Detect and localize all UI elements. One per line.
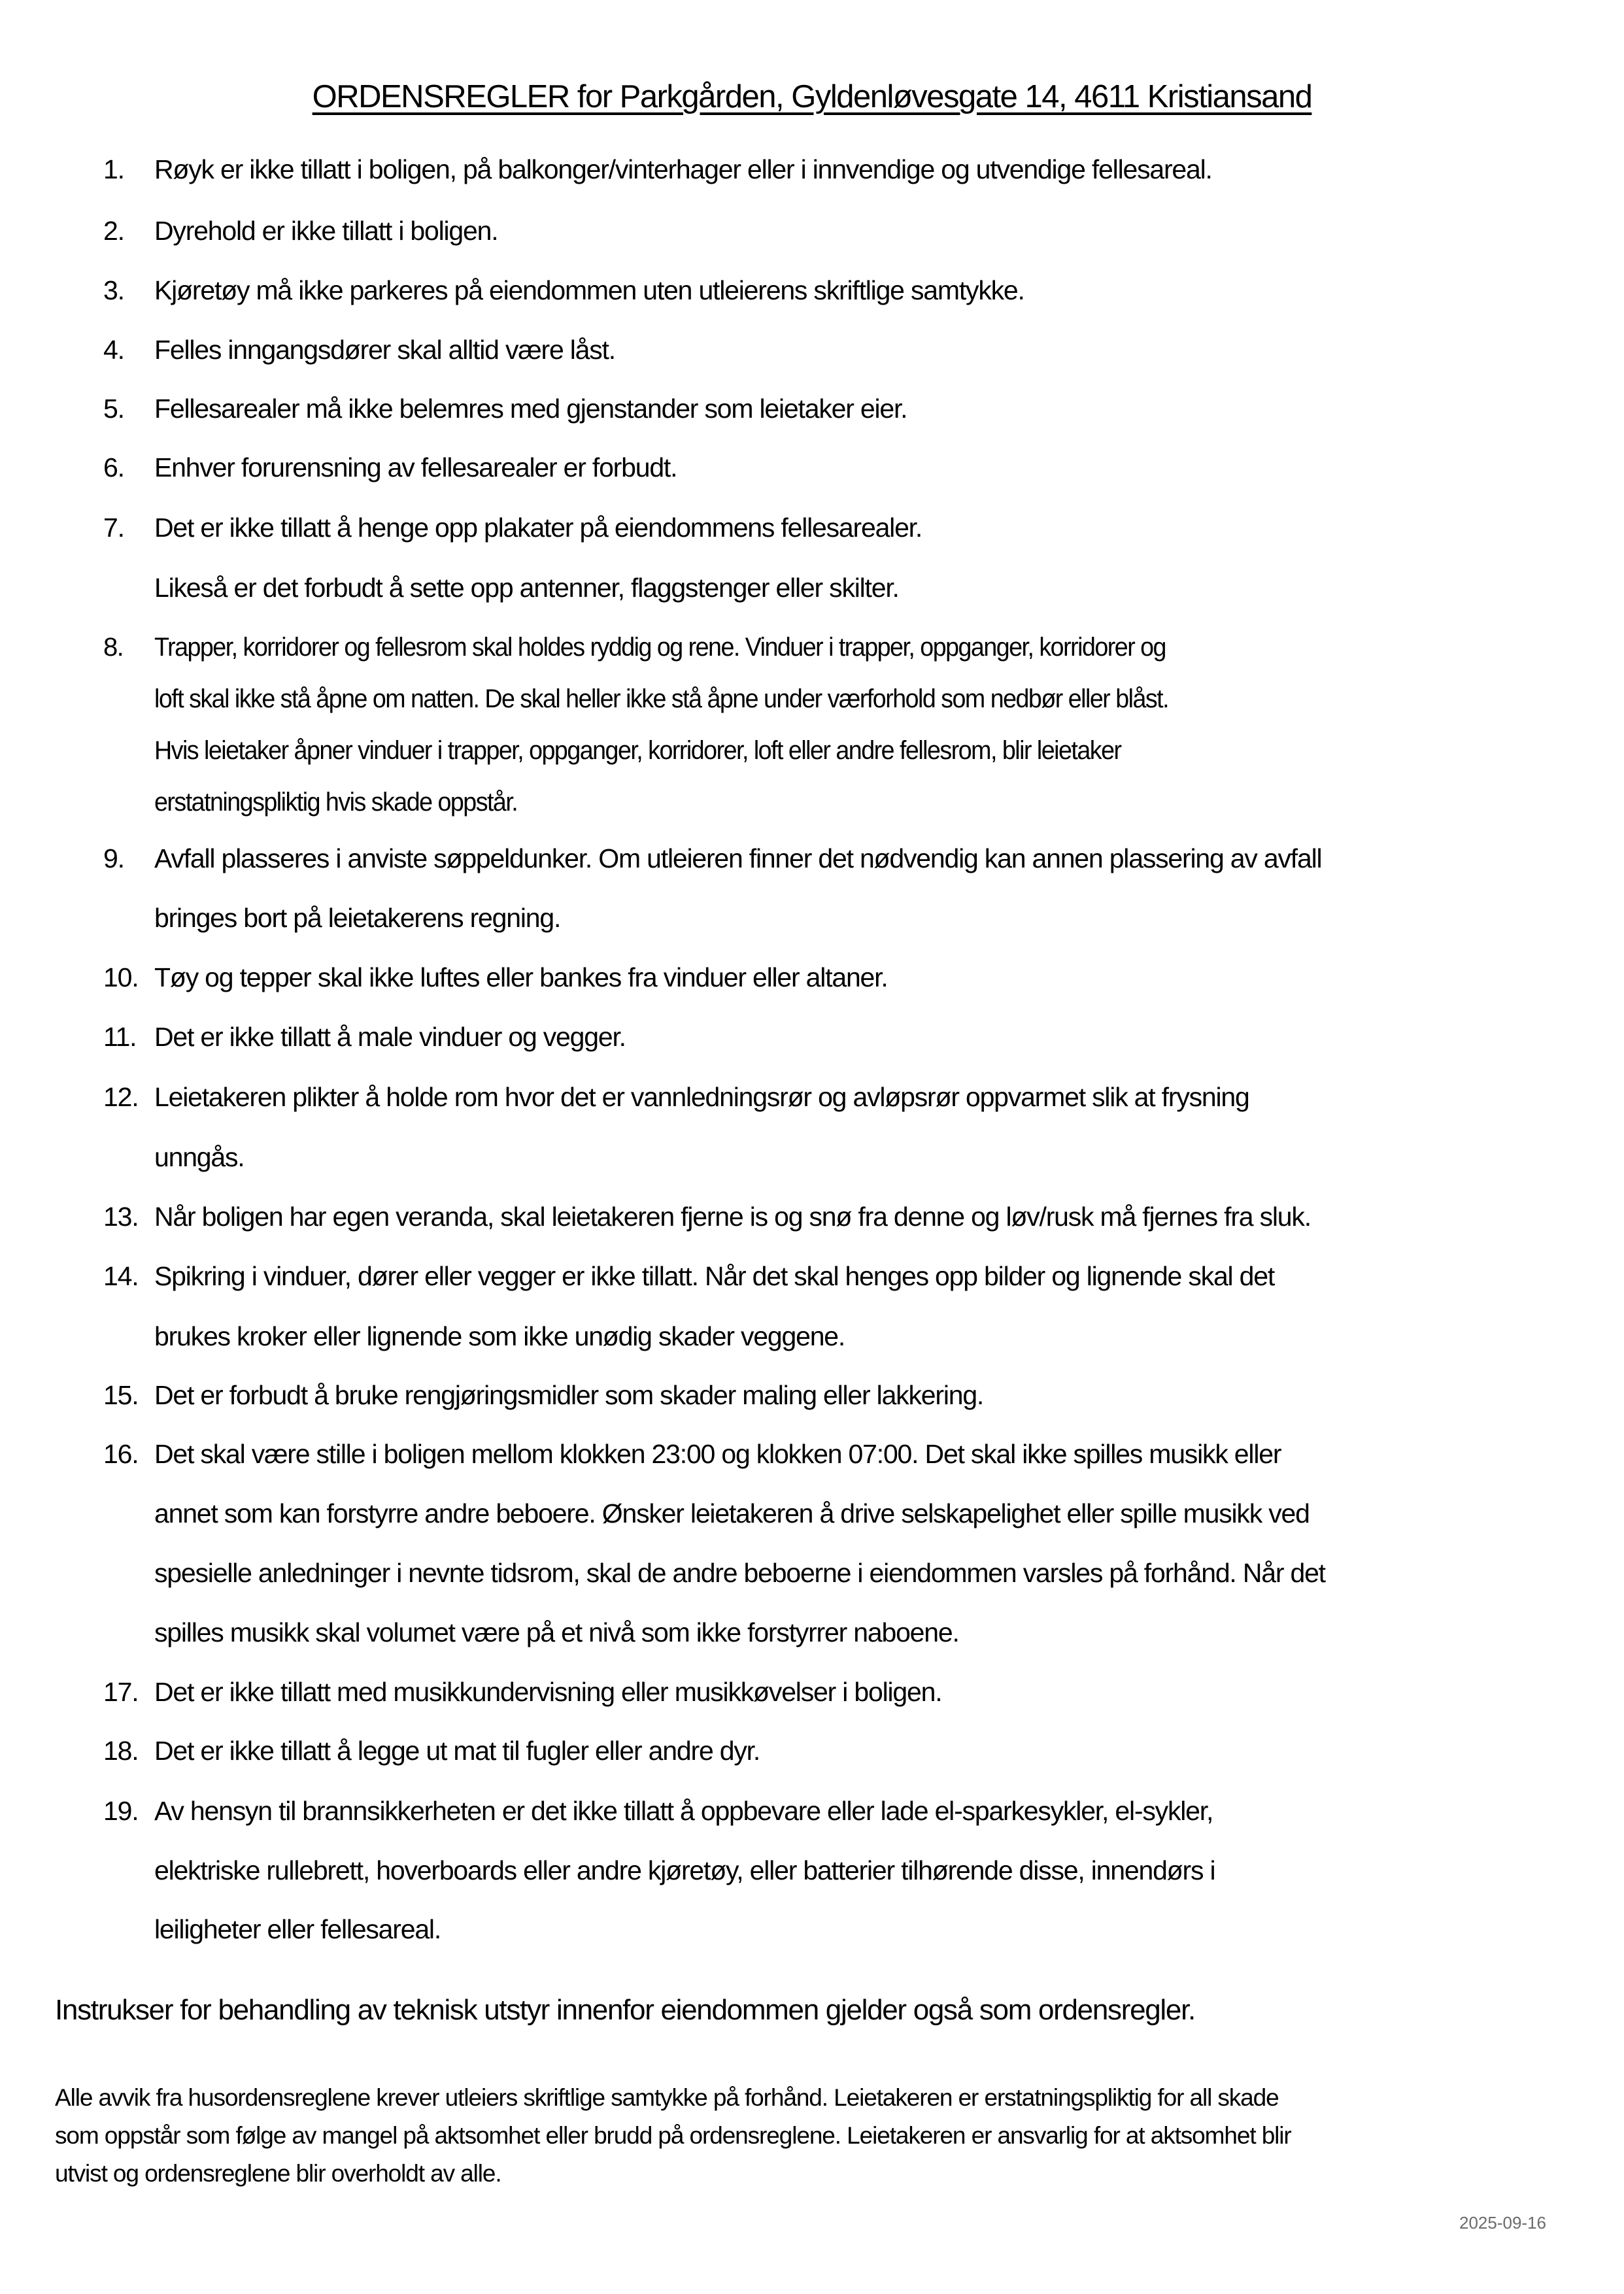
rule-text-line: annet som kan forstyrre andre beboere. Ønsker leietakeren å drive selskapelighet eller spille musikk ved bbox=[154, 1498, 1310, 1528]
rule-text-line: Hvis leietaker åpner vinduer i trapper, oppganger, korridorer, loft eller andre fellesrom, blir leietaker bbox=[154, 736, 1121, 765]
rule-number: 4. bbox=[103, 335, 124, 365]
rule-text-line: Spikring i vinduer, dører eller vegger er ikke tillatt. Når det skal henges opp bilder og lignende skal det bbox=[154, 1261, 1275, 1291]
rule-text-line: bringes bort på leietakerens regning. bbox=[154, 903, 561, 933]
rule-text-line: Det er ikke tillatt med musikkundervisning eller musikkøvelser i boligen. bbox=[154, 1677, 942, 1707]
rule-text-line: unngås. bbox=[154, 1142, 245, 1172]
rule-number: 1. bbox=[103, 154, 124, 184]
rule-text-line: Det er ikke tillatt å henge opp plakater på eiendommens fellesarealer. bbox=[154, 513, 922, 543]
rule-number: 5. bbox=[103, 394, 124, 424]
final-paragraph bbox=[55, 2079, 1291, 2193]
rule-text-line: Det er forbudt å bruke rengjøringsmidler som skader maling eller lakkering. bbox=[154, 1380, 984, 1410]
final-paragraph-line: utvist og ordensreglene blir overholdt av alle. bbox=[55, 2160, 501, 2187]
rule-number: 14. bbox=[103, 1261, 139, 1291]
rule-text-line: Det er ikke tillatt å legge ut mat til fugler eller andre dyr. bbox=[154, 1736, 760, 1766]
rule-text-line: Av hensyn til brannsikkerheten er det ikke tillatt å oppbevare eller lade el-sparkesykler, el-sykler, bbox=[154, 1796, 1213, 1826]
rule-number: 6. bbox=[103, 452, 124, 482]
rule-text-line: brukes kroker eller lignende som ikke unødig skader veggene. bbox=[154, 1321, 845, 1351]
rule-text-line: Fellesarealer må ikke belemres med gjenstander som leietaker eier. bbox=[154, 394, 907, 424]
rule-text-line: Når boligen har egen veranda, skal leietakeren fjerne is og snø fra denne og løv/rusk må fjernes fra sluk. bbox=[154, 1202, 1311, 1232]
rule-text-line: Røyk er ikke tillatt i boligen, på balkonger/vinterhager eller i innvendige og utvendige fellesareal. bbox=[154, 154, 1212, 184]
rule-text-line: spilles musikk skal volumet være på et nivå som ikke forstyrrer naboene. bbox=[154, 1617, 959, 1647]
rule-text-line: loft skal ikke stå åpne om natten. De skal heller ikke stå åpne under værforhold som nedbør eller blåst. bbox=[154, 684, 1169, 713]
instructions-paragraph: Instrukser for behandling av teknisk utstyr innenfor eiendommen gjelder også som ordensregler. bbox=[55, 1994, 1195, 2026]
rule-number: 8. bbox=[103, 633, 124, 662]
rule-number: 11. bbox=[103, 1022, 137, 1052]
rule-text-line: Avfall plasseres i anviste søppeldunker. Om utleieren finner det nødvendig kan annen plassering av avfall bbox=[154, 843, 1322, 873]
rule-text-line: Trapper, korridorer og fellesrom skal holdes ryddig og rene. Vinduer i trapper, oppganger, korridorer og bbox=[154, 633, 1166, 662]
rule-number: 12. bbox=[103, 1082, 139, 1112]
rule-number: 16. bbox=[103, 1439, 139, 1469]
rule-text-line: Det skal være stille i boligen mellom klokken 23:00 og klokken 07:00. Det skal ikke spilles musikk eller bbox=[154, 1439, 1281, 1469]
rule-text-line: Felles inngangsdører skal alltid være låst. bbox=[154, 335, 615, 365]
rule-number: 19. bbox=[103, 1796, 139, 1826]
rule-number: 13. bbox=[103, 1202, 139, 1232]
rule-text-line: erstatningspliktig hvis skade oppstår. bbox=[154, 788, 518, 817]
final-paragraph-line: som oppstår som følge av mangel på aktsomhet eller brudd på ordensreglene. Leietakeren er ansvarlig for at aktsomhet blir bbox=[55, 2122, 1291, 2149]
rule-text-line: Kjøretøy må ikke parkeres på eiendommen uten utleierens skriftlige samtykke. bbox=[154, 275, 1024, 305]
rule-number: 3. bbox=[103, 275, 124, 305]
rule-number: 9. bbox=[103, 843, 124, 873]
document-date: 2025-09-16 bbox=[1459, 2213, 1546, 2233]
rule-text-line: Likeså er det forbudt å sette opp antenner, flaggstenger eller skilter. bbox=[154, 573, 899, 603]
rule-number: 7. bbox=[103, 513, 124, 543]
rule-text-line: Det er ikke tillatt å male vinduer og vegger. bbox=[154, 1022, 626, 1052]
document-title: ORDENSREGLER for Parkgården, Gyldenløvesgate 14, 4611 Kristiansand bbox=[312, 79, 1312, 114]
rule-number: 10. bbox=[103, 962, 139, 992]
rule-text-line: Enhver forurensning av fellesarealer er forbudt. bbox=[154, 452, 677, 482]
rule-number: 2. bbox=[103, 216, 124, 246]
rule-text-line: spesielle anledninger i nevnte tidsrom, skal de andre beboerne i eiendommen varsles på forhånd. Når det bbox=[154, 1558, 1325, 1588]
rule-number: 18. bbox=[103, 1736, 139, 1766]
rule-number: 17. bbox=[103, 1677, 139, 1707]
rule-number: 15. bbox=[103, 1380, 139, 1410]
rule-text-line: Tøy og tepper skal ikke luftes eller bankes fra vinduer eller altaner. bbox=[154, 962, 888, 992]
rule-text-line: Dyrehold er ikke tillatt i boligen. bbox=[154, 216, 498, 246]
rule-text-line: elektriske rullebrett, hoverboards eller andre kjøretøy, eller batterier tilhørende disse, innendørs i bbox=[154, 1855, 1215, 1885]
rule-text-line: leiligheter eller fellesareal. bbox=[154, 1914, 441, 1944]
final-paragraph-line: Alle avvik fra husordensreglene krever utleiers skriftlige samtykke på forhånd. Leietakeren er erstatningspliktig for all skade bbox=[55, 2084, 1279, 2111]
rule-text-line: Leietakeren plikter å holde rom hvor det er vannledningsrør og avløpsrør oppvarmet slik at frysning bbox=[154, 1082, 1249, 1112]
